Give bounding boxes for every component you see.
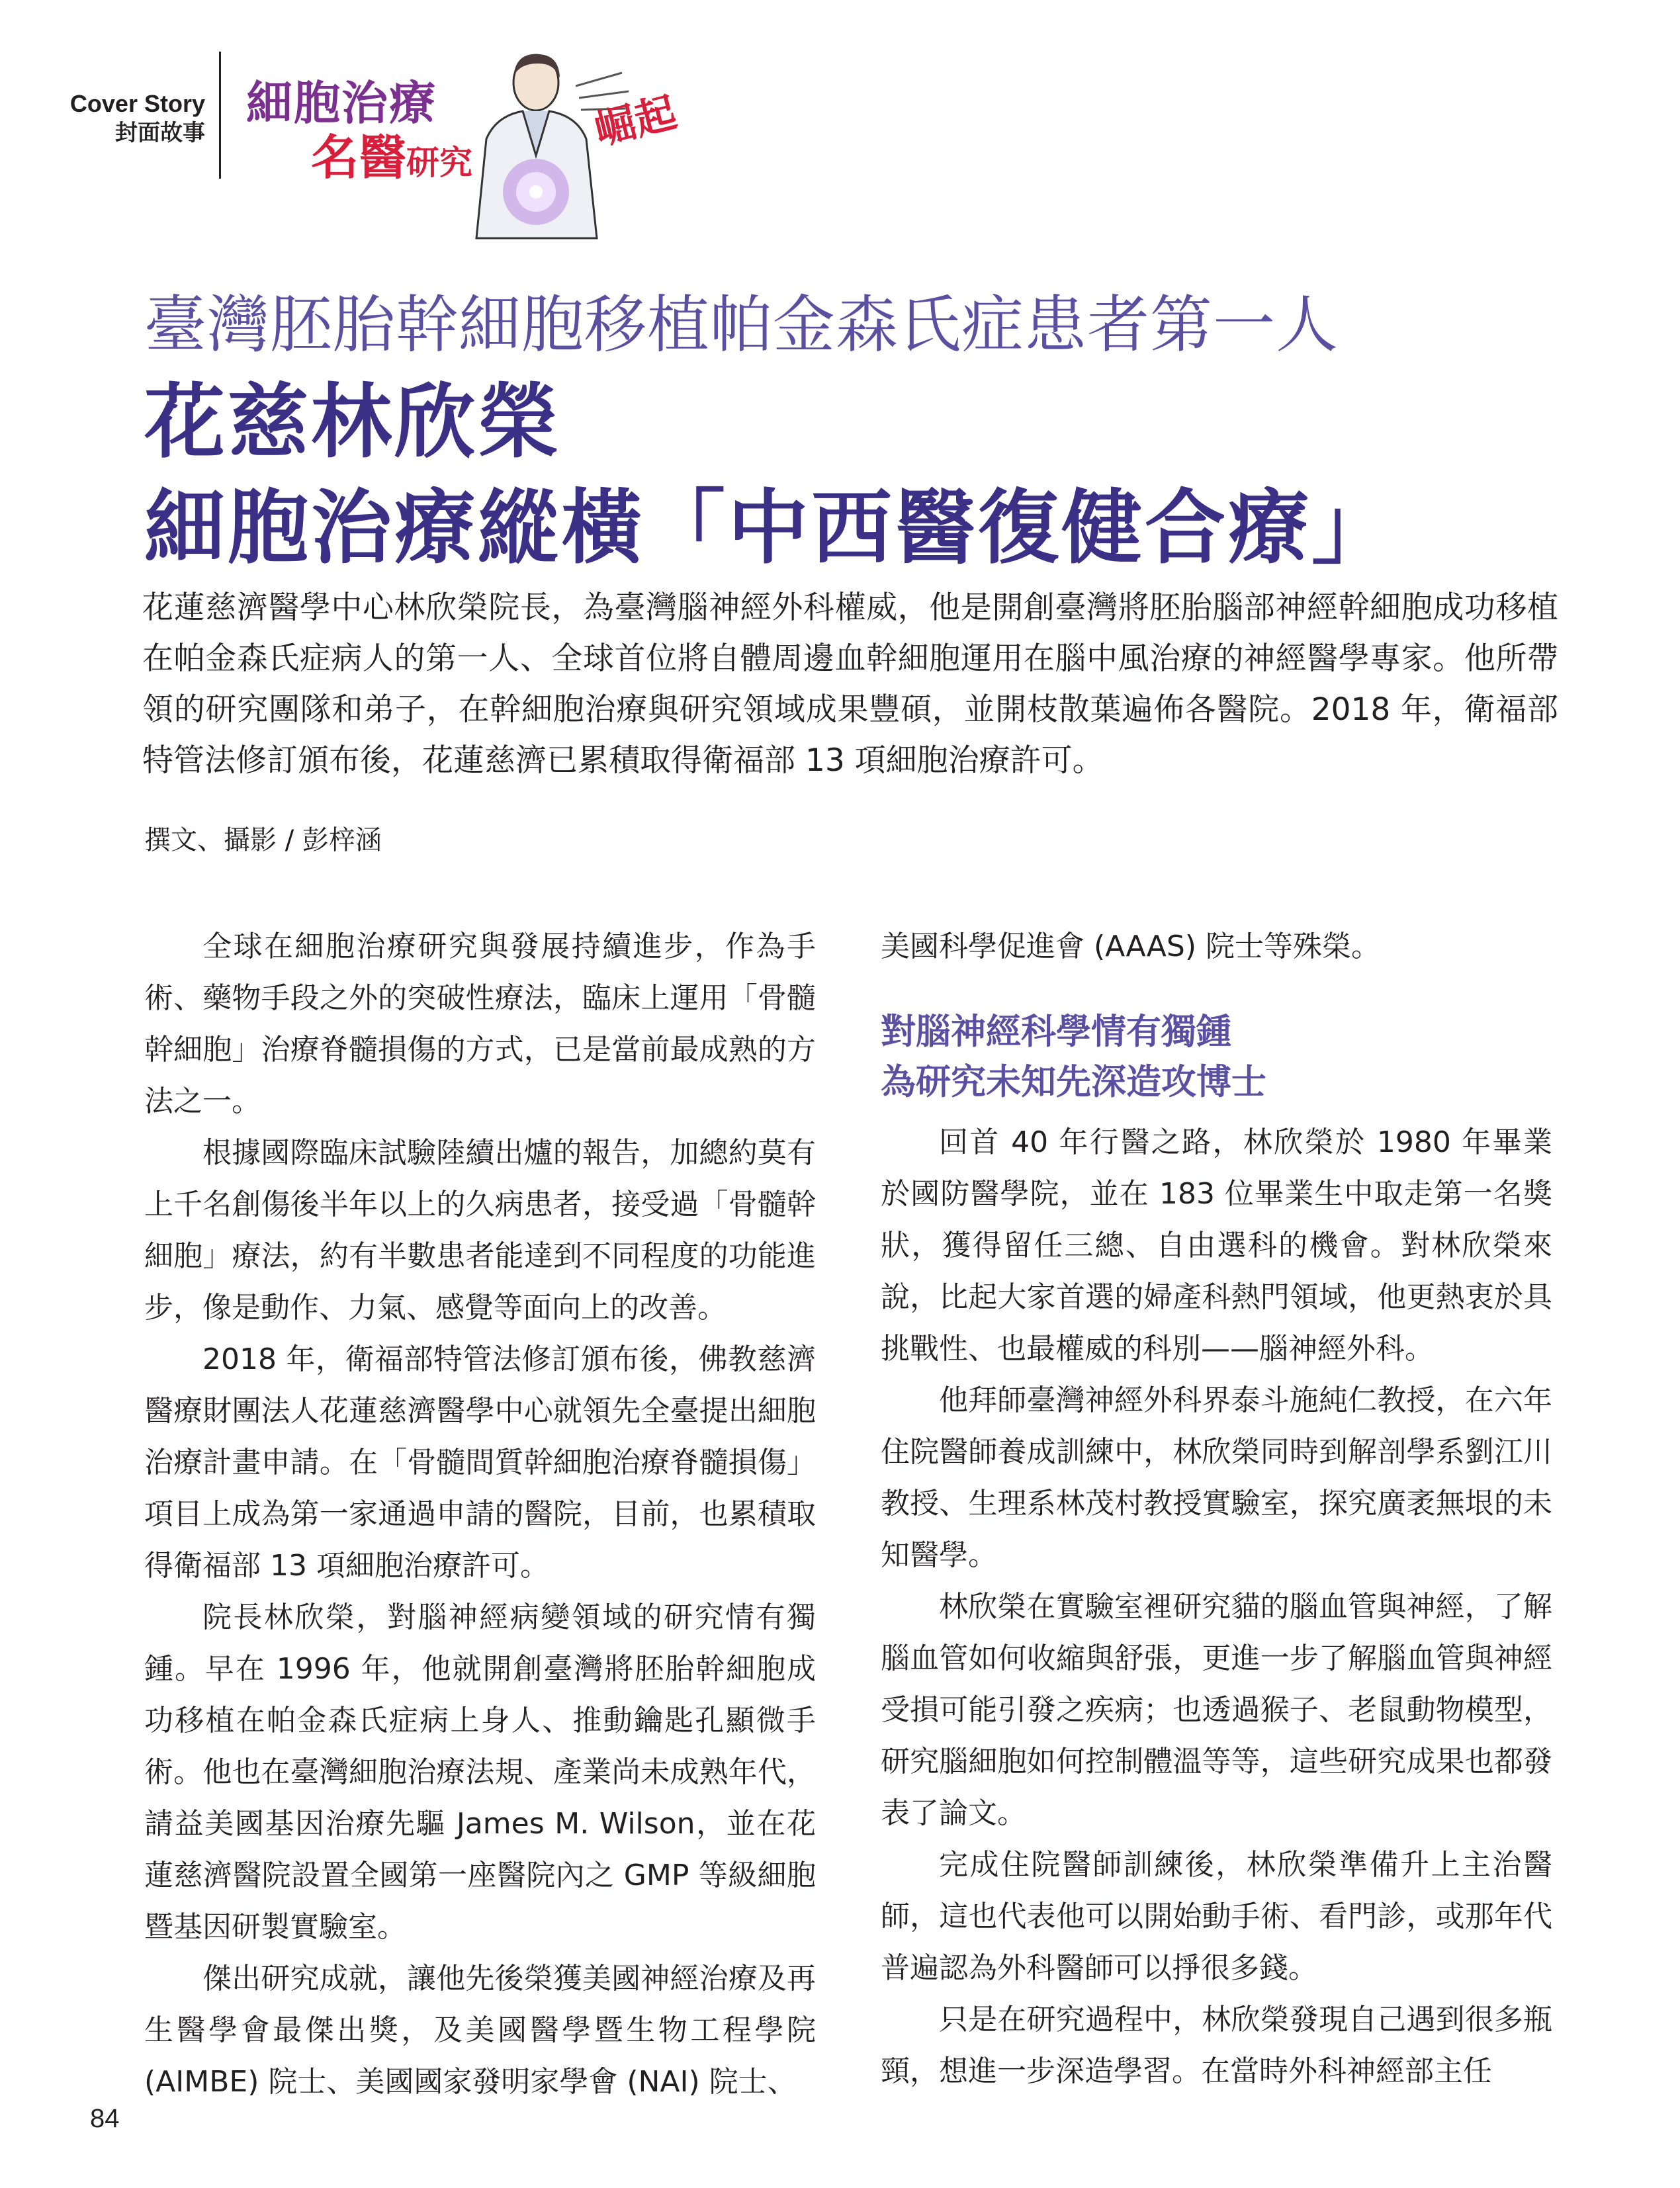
section-heading-line2: 為研究未知先深造攻博士: [881, 1062, 1266, 1102]
section-heading-line1: 對腦神經科學情有獨鍾: [881, 1012, 1231, 1052]
logo-title-line1: 細胞治療: [246, 75, 437, 130]
section-label-en: Cover Story: [69, 90, 205, 117]
paragraph: 完成住院醫師訓練後，林欣榮準備升上主治醫師，這也代表他可以開始動手術、看門診，或那年代普遍認為外科醫師可以掙很多錢。: [881, 1848, 1552, 1985]
paragraph: 只是在研究過程中，林欣榮發現自己遇到很多瓶頸，想進一步深造學習。在當時外科神經部主任: [881, 2003, 1552, 2088]
paragraph: 根據國際臨床試驗陸續出爐的報告，加總約莫有上千名創傷後半年以上的久病患者，接受過「骨髓幹細胞」療法，約有半數患者能達到不同程度的功能進步，像是動作、力氣、感覺等面向上的改善。: [144, 1136, 816, 1325]
article-title-line1: 花慈林欣榮: [144, 375, 561, 469]
page-number: 84: [90, 2104, 120, 2133]
paragraph: 林欣榮在實驗室裡研究貓的腦血管與神經，了解腦血管如何收縮與舒張，更進一步了解腦血管與神經受損可能引發之疾病；也透過猴子、老鼠動物模型，研究腦細胞如何控制體溫等等，這些研究成果也都發表了論文。: [881, 1590, 1552, 1830]
section-label-zh: 封面故事: [115, 120, 205, 146]
article-lede: 花蓮慈濟醫學中心林欣榮院長，為臺灣腦神經外科權威，他是開創臺灣將胚胎腦部神經幹細胞成功移植在帕金森氏症病人的第一人、全球首位將自體周邊血幹細胞運用在腦中風治療的神經醫學專家。他所帶領的研究團隊和弟子，在幹細胞治療與研究領域成果豐碩，並開枝散葉遍佈各醫院。2018 年，衛福部特管法修訂頒布後，花蓮慈濟已累積取得衛福部 13 項細胞治療許可。: [142, 590, 1558, 779]
body-column-right: [881, 921, 1552, 2097]
logo-title-line2-main: 名醫: [311, 129, 407, 185]
article-subtitle: 臺灣胚胎幹細胞移植帕金森氏症患者第一人: [144, 289, 1339, 361]
logo-title-line2-small: 研究: [406, 143, 473, 182]
section-heading: [881, 1007, 1552, 1108]
paragraph: 回首 40 年行醫之路，林欣榮於 1980 年畢業於國防醫學院，並在 183 位畢業生中取走第一名獎狀，獲得留任三總、自由選科的機會。對林欣榮來說，比起大家首選的婦產科熱門領域，他更熱衷於具挑戰性、也最權威的科別——腦神經外科。: [881, 1125, 1552, 1366]
header-divider: [219, 52, 221, 179]
body-column-left: [144, 921, 816, 2108]
logo-tag: 崛起: [590, 87, 682, 155]
paragraph-continuation: 美國科學促進會 (AAAS) 院士等殊榮。: [881, 930, 1380, 963]
paragraph: 他拜師臺灣神經外科界泰斗施純仁教授，在六年住院醫師養成訓練中，林欣榮同時到解剖學系劉江川教授、生理系林茂村教授實驗室，探究廣袤無垠的未知醫學。: [881, 1383, 1552, 1572]
paragraph: 傑出研究成就，讓他先後榮獲美國神經治療及再生醫學會最傑出獎，及美國醫學暨生物工程學院 (AIMBE) 院士、美國國家發明家學會 (NAI) 院士、: [144, 1962, 816, 2099]
article-title-line2: 細胞治療縱橫「中西醫復健合療」: [144, 481, 1395, 575]
logo-title-line2: [311, 119, 472, 188]
paragraph: 2018 年，衛福部特管法修訂頒布後，佛教慈濟醫療財團法人花蓮慈濟醫學中心就領先全臺提出細胞治療計畫申請。在「骨髓間質幹細胞治療脊髓損傷」項目上成為第一家通過申請的醫院，目前，也累積取得衛福部 13 項細胞治療許可。: [144, 1342, 816, 1583]
paragraph: 全球在細胞治療研究與發展持續進步，作為手術、藥物手段之外的突破性療法，臨床上運用「骨髓幹細胞」治療脊髓損傷的方式，已是當前最成熟的方法之一。: [144, 930, 816, 1118]
section-label: [66, 89, 205, 148]
byline: 撰文、攝影 / 彭梓涵: [144, 825, 382, 855]
paragraph: 院長林欣榮，對腦神經病變領域的研究情有獨鍾。早在 1996 年，他就開創臺灣將胚胎幹細胞成功移植在帕金森氏症病上身人、推動鑰匙孔顯微手術。他也在臺灣細胞治療法規、產業尚未成熟年代，請益美國基因治療先驅 James M. Wilson，並在花蓮慈濟醫院設置全國第一座醫院內之 GMP 等級細胞暨基因研製實驗室。: [144, 1600, 816, 1944]
